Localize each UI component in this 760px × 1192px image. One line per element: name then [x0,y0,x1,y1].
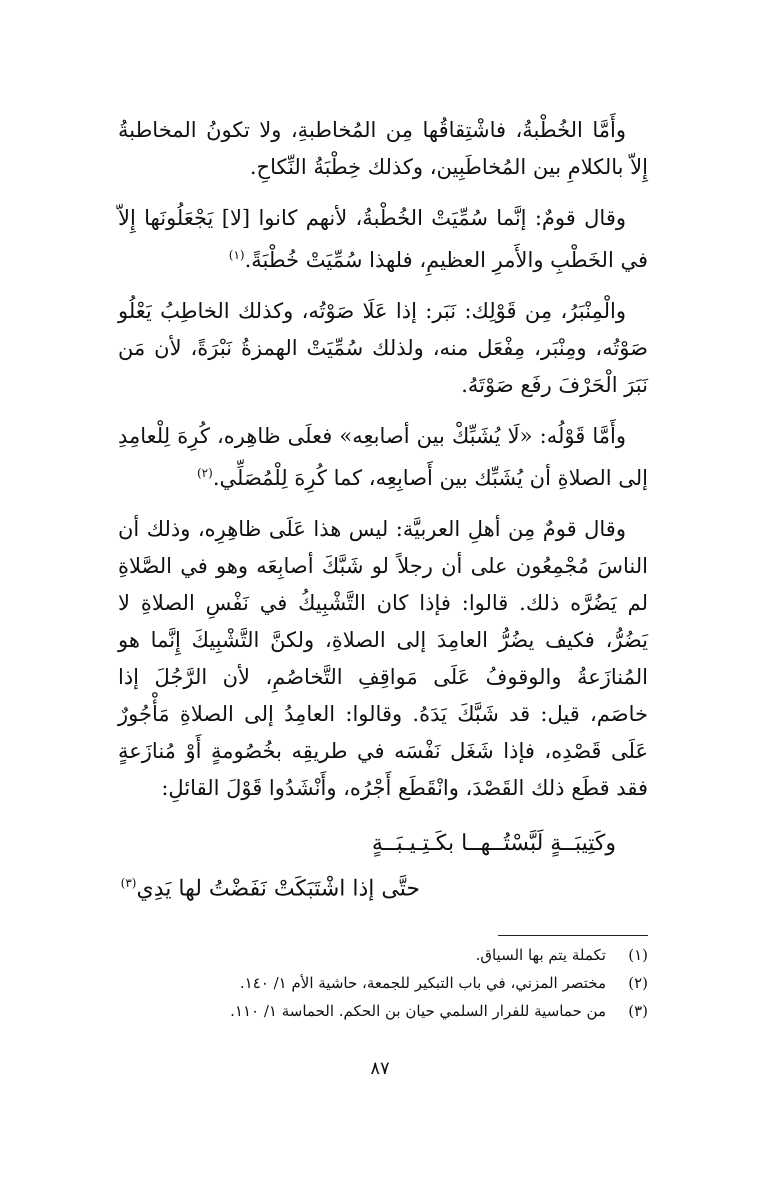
footnote-3 [118,997,648,1025]
footnote-2 [118,969,648,997]
footnote-1 [118,941,648,969]
footnote-marker-1: (١) [228,248,245,262]
footnote-marker-2: (٢) [196,466,213,480]
paragraph-text: وقال قومٌ: إنَّما سُمِّيَتْ الخُطْبةُ، لأنهم كانوا [لا] يَجْعَلُونَها إِلاّ في الخَطْبِ والأَمرِ العظيمِ، فلهذا سُمِّيَتْ خُطْبَةً. [118,206,648,272]
paragraph-arabic-scholars: وقال قومٌ مِن أهلِ العربيَّة: ليس هذا عَلَى ظاهِرِه، وذلك أن الناسَ مُجْمِعُون على أن رجلاً لو شَبَّكَ أصابِعَه وهو في الصَّلاةِ لم يَضُرَّه ذلك. قالوا: فإذا كان التَّشْبِيكُ في نَفْسِ الصلاةِ لا يَضُرُّ، فكيف يضُرُّ العامِدَ إلى الصلاةِ، ولكنَّ التَّشْبِيكَ إِنَّما هو المُنازَعةُ والوقوفُ عَلَى مَواقِفِ التَّخاصُمِ، لأن الرَّجُلَ إذا خاصَم، قيل: قد شَبَّكَ يَدَهُ. وقالوا: العامِدُ إلى الصلاةِ مَأْجُورٌ عَلَى قَصْدِه، فإذا شَغَل نَفْسَه في طريقِه بخُصُومةٍ أَوْ مُنازَعةٍ فقد قطَع ذلك القَصْدَ، وانْقَطَع أَجْرُه، وأَنْشَدُوا قَوْلَ القائلِ: [118,517,648,800]
footnote-text: من حماسية للفرار السلمي حيان بن الحكم. الحماسة ١/ ١١٠. [230,1002,606,1020]
footnote-number: (٢) [628,974,648,992]
verse-first-hemistich: وكَتِيبَــةٍ لَبَّسْتُــهــا بكَـتِـيـبَــةٍ [371,831,616,856]
footnote-text: مختصر المزني، في باب التبكير للجمعة، حاشية الأم ١/ ١٤٠. [239,974,606,992]
footnotes [118,941,648,1025]
page-number: ٨٧ [370,1058,390,1079]
footnote-marker-3: (٣) [120,876,137,890]
paragraph-minbar: والْمِنْبَرُ، مِن قَوْلِك: نَبَر: إذا عَلَا صَوْتُه، وكذلك الخاطِبُ يَعْلُو صَوْتُه، ومِنْبَر، مِفْعَل منه، ولذلك سُمِّيَتْ الهمزةُ نَبْرَةً، لأن مَن نَبَرَ الْحَرْفَ رفَع صَوْتَهُ. [118,299,648,397]
poetry-verse [118,821,648,905]
paragraph-khutba-naming [118,200,648,279]
paragraph-khutba: وأَمَّا الخُطْبةُ، فاشْتِقاقُها مِن المُخاطبةِ، ولا تكونُ المخاطبةُ إِلاّ بالكلامِ بين المُخاطَبِين، وكذلك خِطْبَةُ النِّكاحِ. [118,118,648,179]
verse-second-hemistich [121,865,420,907]
main-text [118,112,648,905]
verse-text: حتَّى إذا اشْتَبَكَتْ نَفَضْتُ لها يَدِي [136,876,420,902]
footnote-separator [498,935,648,936]
footnote-number: (٣) [628,1002,648,1020]
footnote-text: تكملة يتم بها السياق. [475,946,606,964]
footnote-number: (١) [628,946,648,964]
paragraph-tashbik [118,418,648,497]
paragraph-text: وأَمَّا قَوْلُه: «لَا يُشَبِّكْ بين أصابعِه» فعلَى ظاهِره، كُرِهَ لِلْعامِدِ إلى الصلاةِ أن يُشَبِّك بين أَصابِعِه، كما كُرِهَ لِلْمُصَلِّي. [118,424,648,490]
